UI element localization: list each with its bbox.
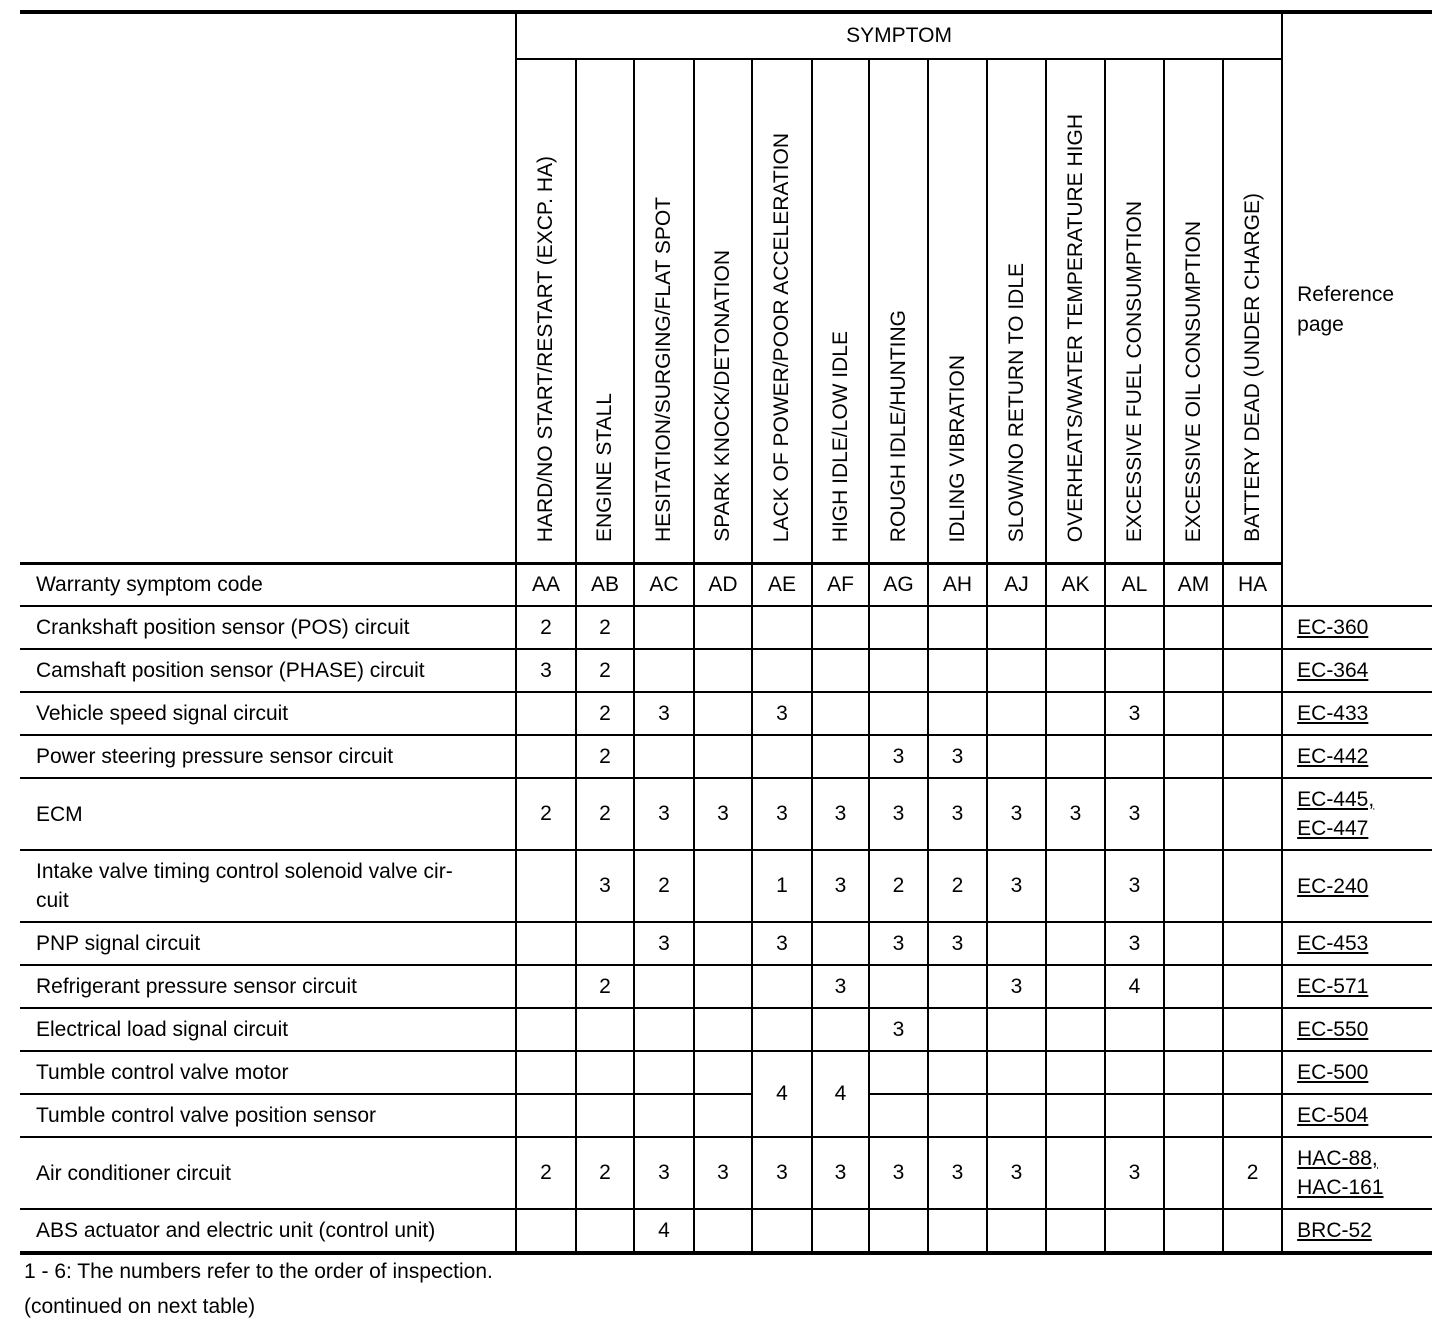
cell-ha [1223, 1008, 1282, 1051]
cell-af: 3 [812, 1137, 869, 1209]
cell-aj [987, 692, 1046, 735]
reference-cell [1282, 850, 1432, 922]
cell-ha [1223, 922, 1282, 965]
row-item-label: ECM [20, 778, 516, 850]
cell-ak [1046, 1051, 1105, 1094]
cell-ha [1223, 1094, 1282, 1137]
cell-aa [516, 1094, 576, 1137]
reference-cell [1282, 735, 1432, 778]
cell-af: 3 [812, 965, 869, 1008]
symptom-header-2 [634, 59, 694, 564]
warranty-code-ad: AD [694, 564, 752, 607]
cell-al: 3 [1105, 850, 1164, 922]
cell-ag [869, 1209, 928, 1253]
row-item-label: Vehicle speed signal circuit [20, 692, 516, 735]
cell-ah: 3 [928, 1137, 987, 1209]
cell-ac: 3 [634, 692, 694, 735]
cell-ha [1223, 965, 1282, 1008]
cell-aj [987, 1008, 1046, 1051]
cell-aa [516, 735, 576, 778]
cell-aj: 3 [987, 850, 1046, 922]
row-item-line: Intake valve timing control solenoid valve cir- [36, 860, 453, 883]
cell-ad [694, 965, 752, 1008]
warranty-code-aa: AA [516, 564, 576, 607]
reference-link[interactable]: EC-453 [1297, 932, 1369, 955]
cell-ad [694, 692, 752, 735]
symptom-group-header: SYMPTOM [516, 12, 1282, 59]
cell-af [812, 1008, 869, 1051]
cell-ha [1223, 778, 1282, 850]
cell-af [812, 735, 869, 778]
cell-al [1105, 1051, 1164, 1094]
cell-aj [987, 1051, 1046, 1094]
symptom-header-0 [516, 59, 576, 564]
cell-ae [752, 1209, 812, 1253]
page [20, 0, 1432, 1318]
cell-aa [516, 1008, 576, 1051]
table-row [20, 1094, 1432, 1137]
cell-ab [576, 1008, 634, 1051]
cell-am [1164, 606, 1223, 649]
cell-ab: 2 [576, 1137, 634, 1209]
cell-al: 3 [1105, 1137, 1164, 1209]
cell-aa: 2 [516, 606, 576, 649]
cell-ad: 3 [694, 1137, 752, 1209]
cell-al: 3 [1105, 778, 1164, 850]
cell-ak [1046, 1094, 1105, 1137]
cell-ah: 3 [928, 778, 987, 850]
warranty-code-ag: AG [869, 564, 928, 607]
cell-aa [516, 692, 576, 735]
cell-am [1164, 1051, 1223, 1094]
cell-ac: 3 [634, 1137, 694, 1209]
cell-ak: 3 [1046, 778, 1105, 850]
cell-af: 3 [812, 778, 869, 850]
cell-ad [694, 1051, 752, 1094]
cell-ae [752, 649, 812, 692]
warranty-code-ab: AB [576, 564, 634, 607]
warranty-code-ak: AK [1046, 564, 1105, 607]
symptom-header-9 [1046, 59, 1105, 564]
cell-ag: 2 [869, 850, 928, 922]
cell-aj [987, 1094, 1046, 1137]
cell-aj [987, 606, 1046, 649]
row-item-label: Refrigerant pressure sensor circuit [20, 965, 516, 1008]
symptom-table [20, 10, 1432, 1255]
cell-aa [516, 850, 576, 922]
symptom-header-1 [576, 59, 634, 564]
cell-ah [928, 1209, 987, 1253]
warranty-code-ac: AC [634, 564, 694, 607]
table-row [20, 1137, 1432, 1209]
cell-ac [634, 606, 694, 649]
cell-ag [869, 1051, 928, 1094]
cell-ad [694, 1008, 752, 1051]
symptom-header-3 [694, 59, 752, 564]
symptom-label: ROUGH IDLE/HUNTING [886, 309, 910, 542]
table-row [20, 735, 1432, 778]
cell-ab: 2 [576, 692, 634, 735]
cell-al [1105, 1209, 1164, 1253]
row-item-label: ABS actuator and electric unit (control unit) [20, 1209, 516, 1253]
cell-ac [634, 1094, 694, 1137]
cell-ac [634, 649, 694, 692]
cell-am [1164, 649, 1223, 692]
reference-link[interactable]: EC-442 [1297, 745, 1369, 768]
symptom-label: LACK OF POWER/POOR ACCELERATION [770, 132, 793, 542]
cell-ah [928, 965, 987, 1008]
cell-ab [576, 922, 634, 965]
cell-al [1105, 606, 1164, 649]
cell-am [1164, 1094, 1223, 1137]
cell-aa: 2 [516, 778, 576, 850]
cell-ah [928, 1094, 987, 1137]
cell-ae [752, 965, 812, 1008]
warranty-code-ae: AE [752, 564, 812, 607]
warranty-code-al: AL [1105, 564, 1164, 607]
symptom-label: SLOW/NO RETURN TO IDLE [1004, 262, 1028, 542]
cell-ak [1046, 735, 1105, 778]
cell-ag [869, 692, 928, 735]
reference-link[interactable]: BRC-52 [1297, 1219, 1372, 1242]
reference-cell [1282, 1051, 1432, 1094]
cell-ae: 4 [752, 1051, 812, 1137]
cell-ac [634, 1051, 694, 1094]
table-row [20, 965, 1432, 1008]
cell-ah [928, 1008, 987, 1051]
cell-ag: 3 [869, 922, 928, 965]
row-item-label: Air conditioner circuit [20, 1137, 516, 1209]
cell-am [1164, 735, 1223, 778]
reference-cell [1282, 1094, 1432, 1137]
symptom-header-10 [1105, 59, 1164, 564]
table-row [20, 1008, 1432, 1051]
cell-al: 4 [1105, 965, 1164, 1008]
row-item-label: Tumble control valve position sensor [20, 1094, 516, 1137]
reference-cell [1282, 922, 1432, 965]
cell-ac [634, 965, 694, 1008]
symptom-header-5 [812, 59, 869, 564]
cell-ac: 4 [634, 1209, 694, 1253]
cell-am [1164, 692, 1223, 735]
cell-ak [1046, 922, 1105, 965]
warranty-code-aj: AJ [987, 564, 1046, 607]
reference-link[interactable]: HAC-88, [1297, 1147, 1378, 1170]
symptom-label: OVERHEATS/WATER TEMPERATURE HIGH [1063, 113, 1087, 542]
symptom-label: EXCESSIVE OIL CONSUMPTION [1181, 220, 1205, 542]
cell-aj: 3 [987, 1137, 1046, 1209]
cell-ag [869, 1094, 928, 1137]
row-item-label: Crankshaft position sensor (POS) circuit [20, 606, 516, 649]
symptom-header-7 [928, 59, 987, 564]
cell-aa [516, 922, 576, 965]
warranty-code-am: AM [1164, 564, 1223, 607]
reference-cell [1282, 1209, 1432, 1253]
cell-ak [1046, 850, 1105, 922]
cell-ae: 3 [752, 692, 812, 735]
symptom-header-4 [752, 59, 812, 564]
cell-ae [752, 735, 812, 778]
cell-ab: 2 [576, 735, 634, 778]
header-blank-cell [20, 12, 516, 564]
cell-am [1164, 1008, 1223, 1051]
cell-ha [1223, 1051, 1282, 1094]
cell-ah [928, 649, 987, 692]
reference-link[interactable]: EC-433 [1297, 702, 1369, 725]
cell-am [1164, 778, 1223, 850]
cell-ag [869, 606, 928, 649]
cell-am [1164, 922, 1223, 965]
cell-ac: 3 [634, 778, 694, 850]
cell-ab: 2 [576, 606, 634, 649]
cell-ha [1223, 606, 1282, 649]
cell-ak [1046, 1209, 1105, 1253]
cell-ae: 3 [752, 922, 812, 965]
cell-al: 3 [1105, 922, 1164, 965]
reference-link[interactable]: EC-550 [1297, 1018, 1369, 1041]
cell-al [1105, 649, 1164, 692]
cell-ab [576, 1209, 634, 1253]
reference-cell [1282, 649, 1432, 692]
table-row [20, 692, 1432, 735]
cell-aj [987, 1209, 1046, 1253]
cell-aj [987, 649, 1046, 692]
cell-am [1164, 1209, 1223, 1253]
cell-aj: 3 [987, 965, 1046, 1008]
reference-label-line2: page [1297, 312, 1344, 336]
symptom-label: SPARK KNOCK/DETONATION [711, 250, 734, 542]
symptom-label: EXCESSIVE FUEL CONSUMPTION [1122, 200, 1146, 542]
warranty-label: Warranty symptom code [20, 564, 516, 607]
cell-ah [928, 1051, 987, 1094]
cell-ae: 1 [752, 850, 812, 922]
reference-link[interactable]: HAC-161 [1297, 1176, 1384, 1199]
cell-ah: 3 [928, 922, 987, 965]
symptom-header-12 [1223, 59, 1282, 564]
row-item-label: PNP signal circuit [20, 922, 516, 965]
cell-aa: 2 [516, 1137, 576, 1209]
cell-ak [1046, 606, 1105, 649]
warranty-code-row [20, 564, 1432, 607]
cell-ah [928, 606, 987, 649]
cell-ag: 3 [869, 1008, 928, 1051]
symptom-label: HARD/NO START/RESTART (EXCP. HA) [534, 155, 557, 542]
cell-ab: 2 [576, 965, 634, 1008]
reference-link[interactable]: EC-500 [1297, 1061, 1369, 1084]
cell-ad [694, 1209, 752, 1253]
cell-al [1105, 1008, 1164, 1051]
cell-al: 3 [1105, 692, 1164, 735]
cell-aa [516, 1209, 576, 1253]
cell-af [812, 649, 869, 692]
warranty-code-ah: AH [928, 564, 987, 607]
cell-ac: 2 [634, 850, 694, 922]
cell-am [1164, 850, 1223, 922]
cell-ak [1046, 1008, 1105, 1051]
row-item-label: Tumble control valve motor [20, 1051, 516, 1094]
table-row [20, 922, 1432, 965]
warranty-code-af: AF [812, 564, 869, 607]
cell-ae [752, 1008, 812, 1051]
cell-ha [1223, 649, 1282, 692]
table-row [20, 1209, 1432, 1253]
reference-link[interactable]: EC-360 [1297, 616, 1369, 639]
cell-ad [694, 922, 752, 965]
cell-ad [694, 606, 752, 649]
cell-ha [1223, 1209, 1282, 1253]
symptom-header-8 [987, 59, 1046, 564]
row-item-label: Camshaft position sensor (PHASE) circuit [20, 649, 516, 692]
cell-ag: 3 [869, 735, 928, 778]
reference-cell [1282, 778, 1432, 850]
cell-aj [987, 922, 1046, 965]
cell-ac [634, 1008, 694, 1051]
cell-am [1164, 965, 1223, 1008]
table-row [20, 606, 1432, 649]
cell-ha: 2 [1223, 1137, 1282, 1209]
cell-ae: 3 [752, 1137, 812, 1209]
symptom-label: IDLING VIBRATION [945, 354, 969, 542]
cell-ag [869, 965, 928, 1008]
table-row [20, 1051, 1432, 1094]
cell-ae [752, 606, 812, 649]
cell-ag [869, 649, 928, 692]
table-row [20, 850, 1432, 922]
cell-ah [928, 692, 987, 735]
reference-link[interactable]: EC-571 [1297, 975, 1369, 998]
cell-ak [1046, 692, 1105, 735]
symptom-header-6 [869, 59, 928, 564]
table-row [20, 778, 1432, 850]
warranty-code-ha: HA [1223, 564, 1282, 607]
cell-ad [694, 850, 752, 922]
reference-cell [1282, 1008, 1432, 1051]
cell-aa [516, 1051, 576, 1094]
cell-ha [1223, 735, 1282, 778]
symptom-label: ENGINE STALL [593, 393, 616, 542]
footer-note: 1 - 6: The numbers refer to the order of inspection. [24, 1260, 493, 1283]
cell-aj [987, 735, 1046, 778]
cell-af: 3 [812, 850, 869, 922]
reference-page-header [1282, 12, 1432, 606]
reference-link[interactable]: EC-445, [1297, 788, 1375, 811]
cell-ha [1223, 692, 1282, 735]
row-item-label [20, 850, 516, 922]
cell-ac: 3 [634, 922, 694, 965]
cell-ab: 2 [576, 778, 634, 850]
cell-al [1105, 735, 1164, 778]
cell-af [812, 1209, 869, 1253]
reference-cell [1282, 692, 1432, 735]
cell-af: 4 [812, 1051, 869, 1137]
reference-link[interactable]: EC-504 [1297, 1104, 1369, 1127]
reference-label-line1: Reference [1297, 282, 1395, 306]
cell-ae: 3 [752, 778, 812, 850]
cell-ag: 3 [869, 1137, 928, 1209]
reference-cell [1282, 606, 1432, 649]
reference-cell [1282, 965, 1432, 1008]
cell-ac [634, 735, 694, 778]
reference-cell [1282, 1137, 1432, 1209]
cell-ah: 3 [928, 735, 987, 778]
row-item-line: cuit [36, 889, 69, 912]
footer-continued: (continued on next table) [24, 1295, 256, 1318]
cell-af [812, 692, 869, 735]
cell-ad [694, 649, 752, 692]
cell-ad: 3 [694, 778, 752, 850]
table-row [20, 649, 1432, 692]
cell-ad [694, 1094, 752, 1137]
cell-ah: 2 [928, 850, 987, 922]
cell-ad [694, 735, 752, 778]
reference-link[interactable]: EC-447 [1297, 817, 1369, 840]
cell-ab [576, 1051, 634, 1094]
cell-af [812, 922, 869, 965]
cell-am [1164, 1137, 1223, 1209]
cell-ab: 2 [576, 649, 634, 692]
symptom-header-11 [1164, 59, 1223, 564]
cell-ak [1046, 649, 1105, 692]
reference-link[interactable]: EC-364 [1297, 659, 1369, 682]
cell-aj: 3 [987, 778, 1046, 850]
symptom-label: HESITATION/SURGING/FLAT SPOT [652, 197, 675, 542]
cell-ha [1223, 850, 1282, 922]
cell-af [812, 606, 869, 649]
cell-aa: 3 [516, 649, 576, 692]
reference-link[interactable]: EC-240 [1297, 874, 1369, 898]
cell-ak [1046, 1137, 1105, 1209]
row-item-label: Electrical load signal circuit [20, 1008, 516, 1051]
cell-al [1105, 1094, 1164, 1137]
symptom-label: HIGH IDLE/LOW IDLE [828, 330, 852, 542]
row-item-label: Power steering pressure sensor circuit [20, 735, 516, 778]
symptom-label: BATTERY DEAD (UNDER CHARGE) [1240, 193, 1264, 542]
cell-ak [1046, 965, 1105, 1008]
cell-aa [516, 965, 576, 1008]
cell-ab: 3 [576, 850, 634, 922]
cell-ab [576, 1094, 634, 1137]
cell-ag: 3 [869, 778, 928, 850]
